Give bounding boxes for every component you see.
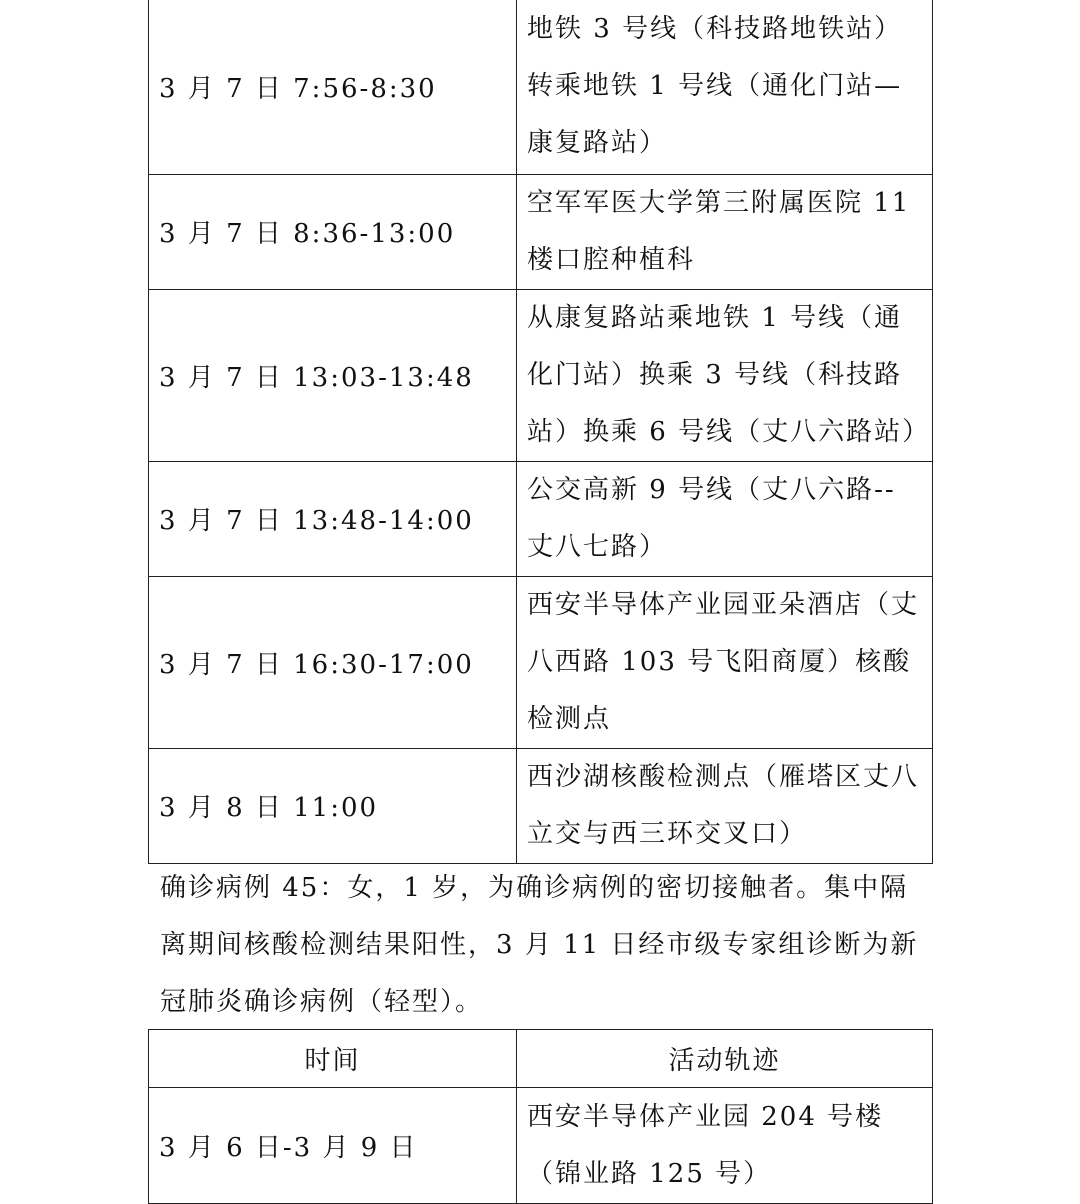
time-cell: 3 月 8 日 11:00 bbox=[149, 748, 517, 863]
table-row bbox=[149, 174, 933, 289]
table-row bbox=[149, 0, 933, 174]
time-cell: 3 月 7 日 7:56-8:30 bbox=[149, 0, 517, 174]
table-header-row bbox=[149, 1030, 933, 1088]
itinerary-table-2 bbox=[148, 1029, 933, 1204]
track-cell: 空军军医大学第三附属医院 11 楼口腔种植科 bbox=[517, 174, 933, 289]
table-row bbox=[149, 576, 933, 748]
track-cell: 地铁 3 号线（科技路地铁站）转乘地铁 1 号线（通化门站—康复路站） bbox=[517, 0, 933, 174]
itinerary-table-1 bbox=[148, 0, 933, 864]
track-cell: 公交高新 9 号线（丈八六路--丈八七路） bbox=[517, 461, 933, 576]
time-cell: 3 月 7 日 13:48-14:00 bbox=[149, 461, 517, 576]
header-track: 活动轨迹 bbox=[517, 1030, 933, 1088]
table-row bbox=[149, 1088, 933, 1204]
time-cell: 3 月 7 日 16:30-17:00 bbox=[149, 576, 517, 748]
track-cell: 西安半导体产业园 204 号楼（锦业路 125 号） bbox=[517, 1088, 933, 1204]
time-cell: 3 月 7 日 8:36-13:00 bbox=[149, 174, 517, 289]
track-cell: 从康复路站乘地铁 1 号线（通化门站）换乘 3 号线（科技路站）换乘 6 号线（丈八六路站） bbox=[517, 289, 933, 461]
track-cell: 西沙湖核酸检测点（雁塔区丈八立交与西三环交叉口） bbox=[517, 748, 933, 863]
table-row bbox=[149, 461, 933, 576]
time-cell: 3 月 7 日 13:03-13:48 bbox=[149, 289, 517, 461]
table-row bbox=[149, 748, 933, 863]
case-45-description: 确诊病例 45：女，1 岁，为确诊病例的密切接触者。集中隔离期间核酸检测结果阳性，3 月 11 日经市级专家组诊断为新冠肺炎确诊病例（轻型）。 bbox=[160, 873, 919, 1017]
table-row bbox=[149, 289, 933, 461]
time-cell: 3 月 6 日-3 月 9 日 bbox=[149, 1088, 517, 1204]
header-time: 时间 bbox=[149, 1030, 517, 1088]
track-cell: 西安半导体产业园亚朵酒店（丈八西路 103 号飞阳商厦）核酸检测点 bbox=[517, 576, 933, 748]
